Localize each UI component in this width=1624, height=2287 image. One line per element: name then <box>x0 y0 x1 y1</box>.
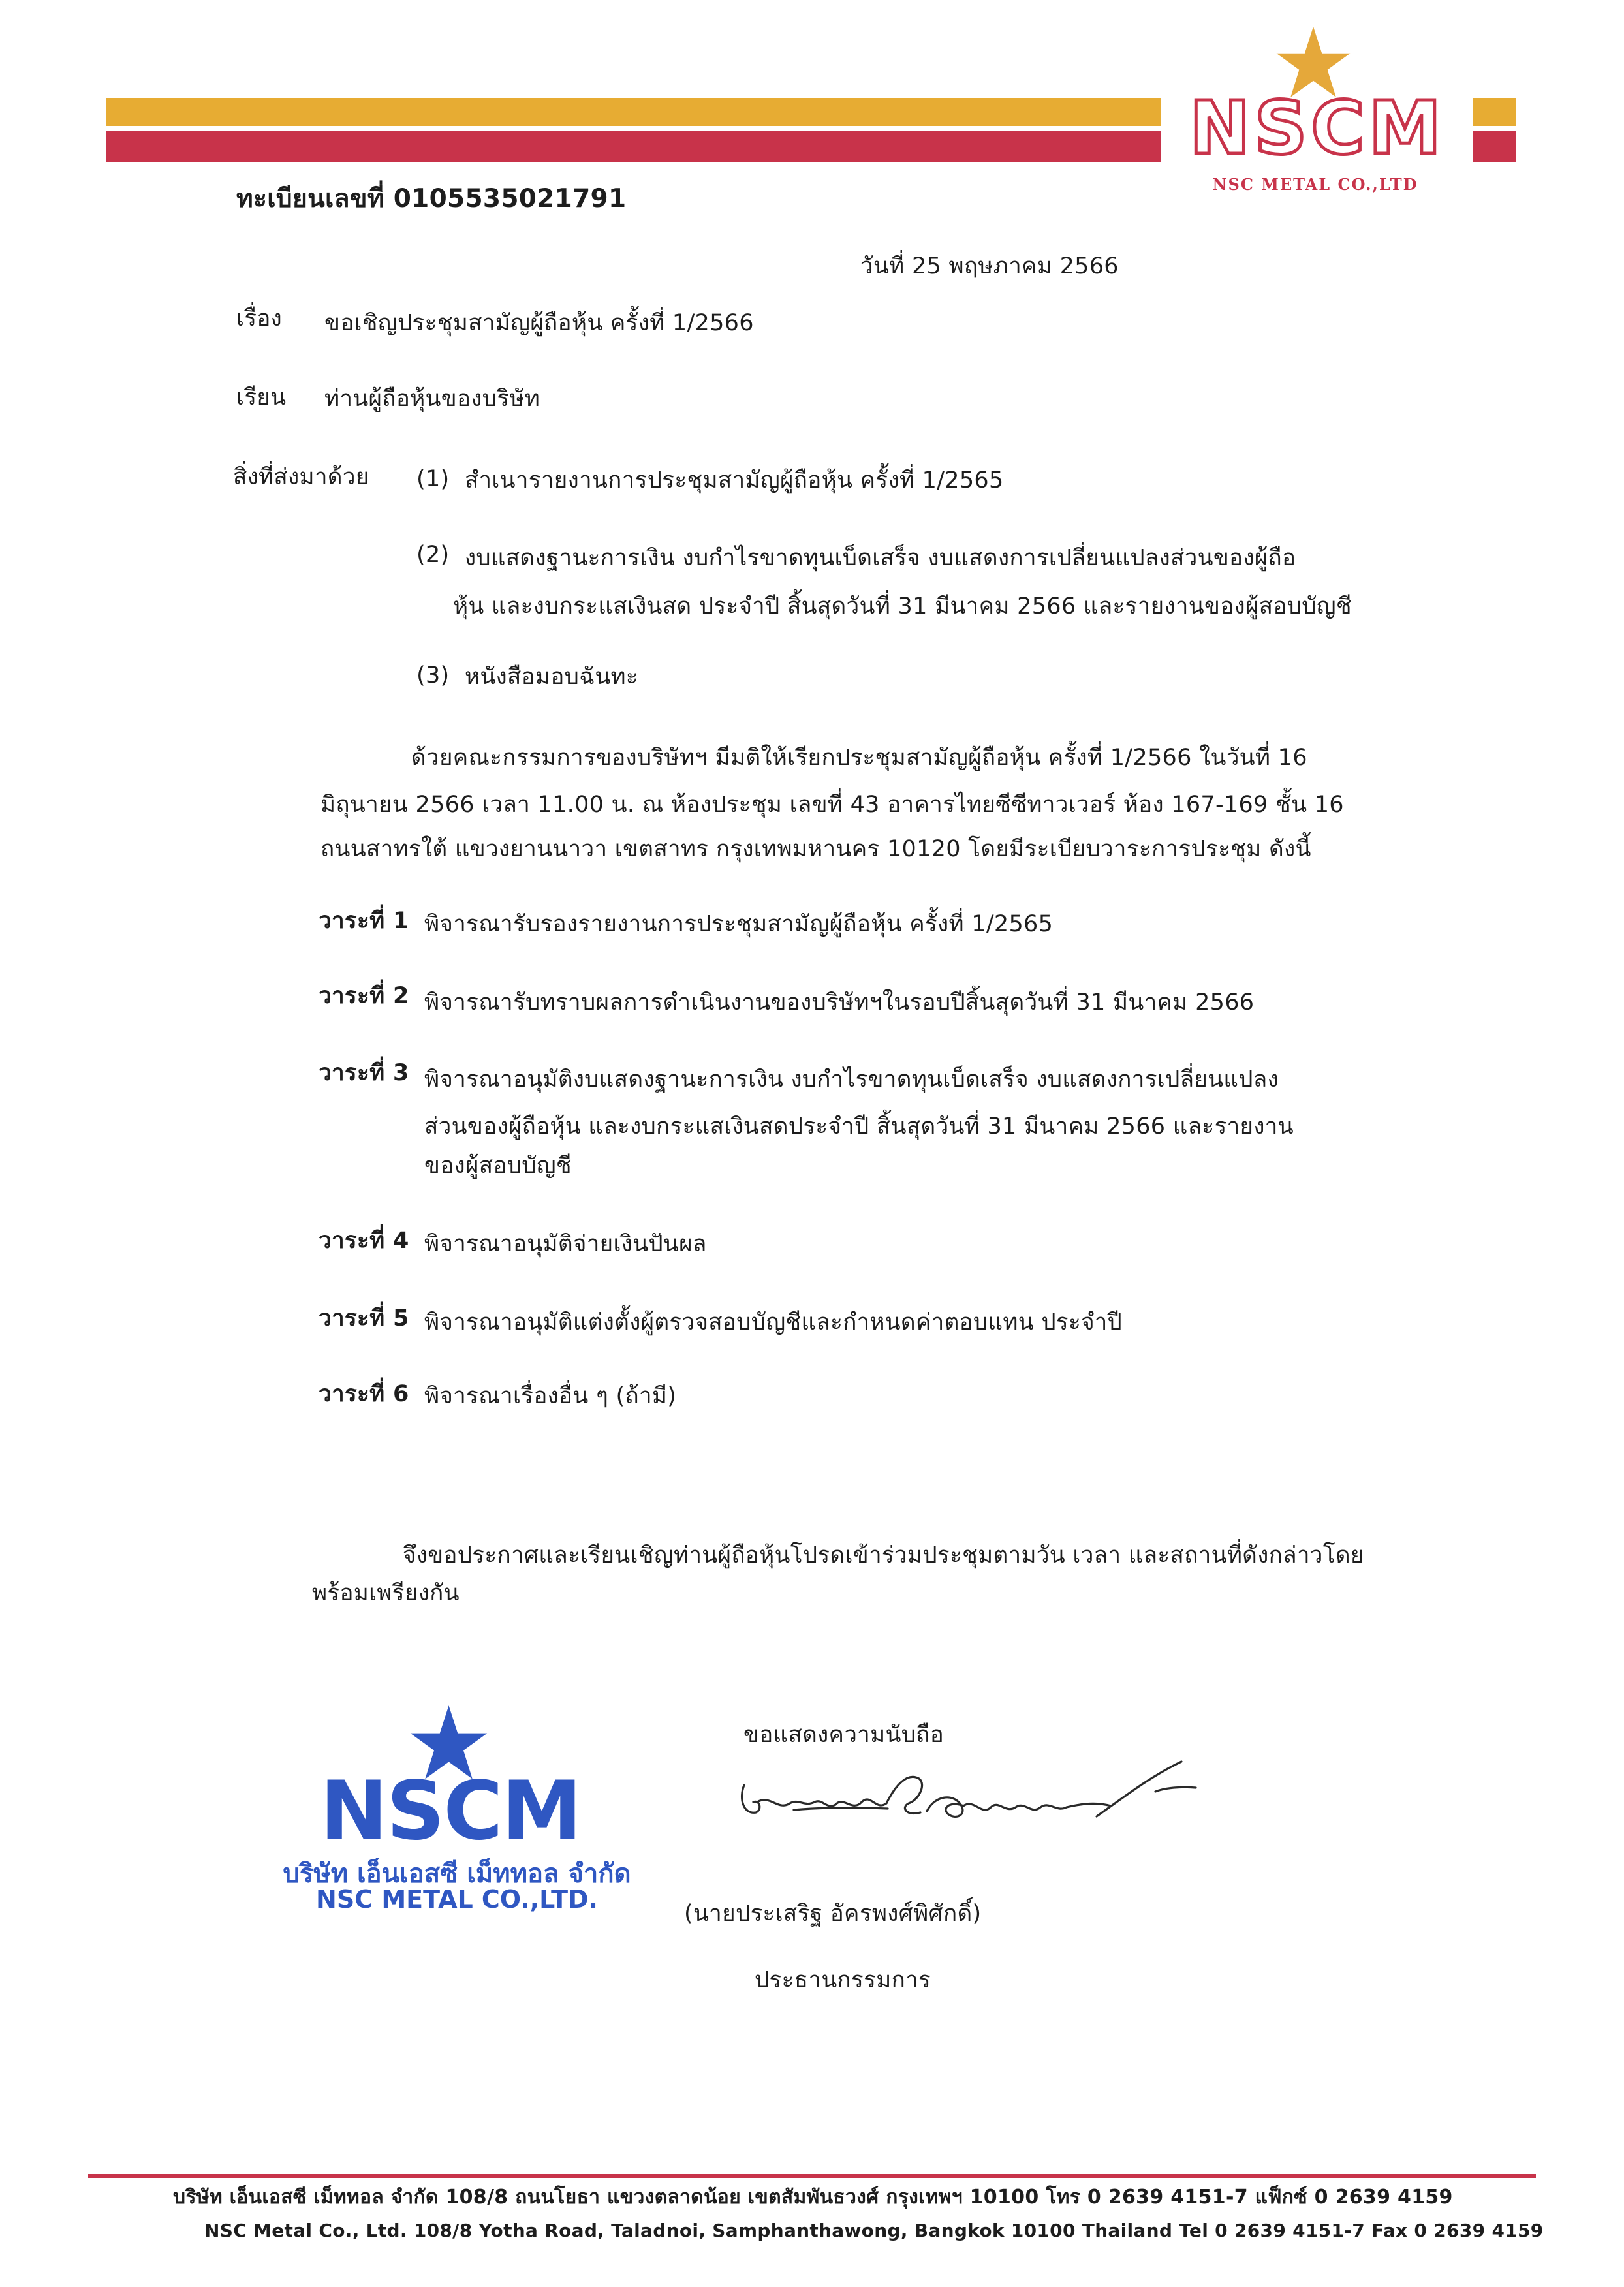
enclosure-2-number: (2) <box>416 542 450 568</box>
header-yellow-bar <box>106 98 1161 126</box>
signer-name: (นายประเสริฐ อัครพงศ์พิศักดิ์) <box>684 1901 982 1927</box>
stamp-thai-name: บริษัท เอ็นเอสซี เม็ททอล จำกัด <box>283 1859 631 1889</box>
enclosure-1-text: สำเนารายงานการประชุมสามัญผู้ถือหุ้น ครั้งที่ 1/2565 <box>465 467 1004 493</box>
company-logo-subtitle: NSC METAL CO.,LTD <box>1212 175 1418 194</box>
enclosure-1-number: (1) <box>416 466 450 492</box>
enclosure-3-number: (3) <box>416 662 450 689</box>
enclosure-2-line-1: งบแสดงฐานะการเงิน งบกำไรขาดทุนเบ็ดเสร็จ งบแสดงการเปลี่ยนแปลงส่วนของผู้ถือ <box>465 545 1296 571</box>
agenda-5-label: วาระที่ 5 <box>319 1305 409 1331</box>
agenda-1-label: วาระที่ 1 <box>319 908 409 934</box>
header-red-bar-right <box>1473 131 1516 162</box>
enclosure-label: สิ่งที่ส่งมาด้วย <box>233 464 369 490</box>
subject-text: ขอเชิญประชุมสามัญผู้ถือหุ้น ครั้งที่ 1/2566 <box>324 310 754 336</box>
agenda-5-text: พิจารณาอนุมัติแต่งตั้งผู้ตรวจสอบบัญชีและกำหนดค่าตอบแทน ประจำปี <box>424 1309 1123 1335</box>
agenda-4-text: พิจารณาอนุมัติจ่ายเงินปันผล <box>424 1231 707 1257</box>
agenda-3-label: วาระที่ 3 <box>319 1060 409 1086</box>
to-text: ท่านผู้ถือหุ้นของบริษัท <box>324 386 540 412</box>
footer-english-address: NSC Metal Co., Ltd. 108/8 Yotha Road, Taladnoi, Samphanthawong, Bangkok 10100 Thailand Tel 0 2639 4151-7 Fax 0 2639 4159 <box>204 2220 1544 2241</box>
registration-number: ทะเบียนเลขที่ 0105535021791 <box>236 184 627 213</box>
agenda-2-text: พิจารณารับทราบผลการดำเนินงานของบริษัทฯในรอบปีสิ้นสุดวันที่ 31 มีนาคม 2566 <box>424 989 1255 1016</box>
agenda-4-label: วาระที่ 4 <box>319 1228 409 1254</box>
intro-line-1: ด้วยคณะกรรมการของบริษัทฯ มีมติให้เรียกประชุมสามัญผู้ถือหุ้น ครั้งที่ 1/2566 ในวันที่ 16 <box>411 745 1307 771</box>
footer-divider <box>88 2174 1536 2178</box>
closing-line-1: จึงขอประกาศและเรียนเชิญท่านผู้ถือหุ้นโปรดเข้าร่วมประชุมตามวัน เวลา และสถานที่ดังกล่าวโดย <box>403 1542 1364 1568</box>
header-yellow-bar-right <box>1473 98 1516 126</box>
footer-thai-address: บริษัท เอ็นเอสซี เม็ททอล จำกัด 108/8 ถนนโยธา แขวงตลาดน้อย เขตสัมพันธวงศ์ กรุงเทพฯ 10100 โทร 0 2639 4151-7 แฟ็กซ์ 0 2639 4159 <box>173 2186 1453 2209</box>
letter-date: วันที่ 25 พฤษภาคม 2566 <box>860 253 1119 279</box>
regards-text: ขอแสดงความนับถือ <box>743 1722 945 1748</box>
intro-line-3: ถนนสาทรใต้ แขวงยานนาวา เขตสาทร กรุงเทพมหานคร 10120 โดยมีระเบียบวาระการประชุม ดังนี้ <box>320 836 1311 862</box>
enclosure-3-text: หนังสือมอบฉันทะ <box>465 664 639 690</box>
agenda-2-label: วาระที่ 2 <box>319 983 409 1009</box>
company-stamp <box>274 1704 640 1919</box>
enclosure-2-line-2: หุ้น และงบกระแสเงินสด ประจำปี สิ้นสุดวันที่ 31 มีนาคม 2566 และรายงานของผู้สอบบัญชี <box>453 593 1352 619</box>
signer-title: ประธานกรรมการ <box>755 1967 931 1993</box>
header-red-bar <box>106 131 1161 162</box>
agenda-6-text: พิจารณาเรื่องอื่น ๆ (ถ้ามี) <box>424 1383 677 1409</box>
subject-label: เรื่อง <box>236 305 283 332</box>
company-logo: NSCM <box>1189 86 1446 171</box>
agenda-3-line-1: พิจารณาอนุมัติงบแสดงฐานะการเงิน งบกำไรขาดทุนเบ็ดเสร็จ งบแสดงการเปลี่ยนแปลง <box>424 1066 1279 1093</box>
signature-image <box>731 1739 1201 1844</box>
agenda-1-text: พิจารณารับรองรายงานการประชุมสามัญผู้ถือหุ้น ครั้งที่ 1/2565 <box>424 911 1054 937</box>
agenda-6-label: วาระที่ 6 <box>319 1381 409 1407</box>
to-label: เรียน <box>236 384 287 411</box>
stamp-english-name: NSC METAL CO.,LTD. <box>316 1885 598 1914</box>
stamp-wordmark: NSCM <box>320 1764 581 1858</box>
closing-line-2: พร้อมเพรียงกัน <box>312 1580 460 1606</box>
intro-line-2: มิถุนายน 2566 เวลา 11.00 น. ณ ห้องประชุม เลขที่ 43 อาคารไทยซีซีทาวเวอร์ ห้อง 167-169 ชั้น 16 <box>320 792 1344 818</box>
agenda-3-line-2: ส่วนของผู้ถือหุ้น และงบกระแสเงินสดประจำปี สิ้นสุดวันที่ 31 มีนาคม 2566 และรายงาน <box>424 1113 1294 1140</box>
agenda-3-line-3: ของผู้สอบบัญชี <box>424 1153 572 1179</box>
